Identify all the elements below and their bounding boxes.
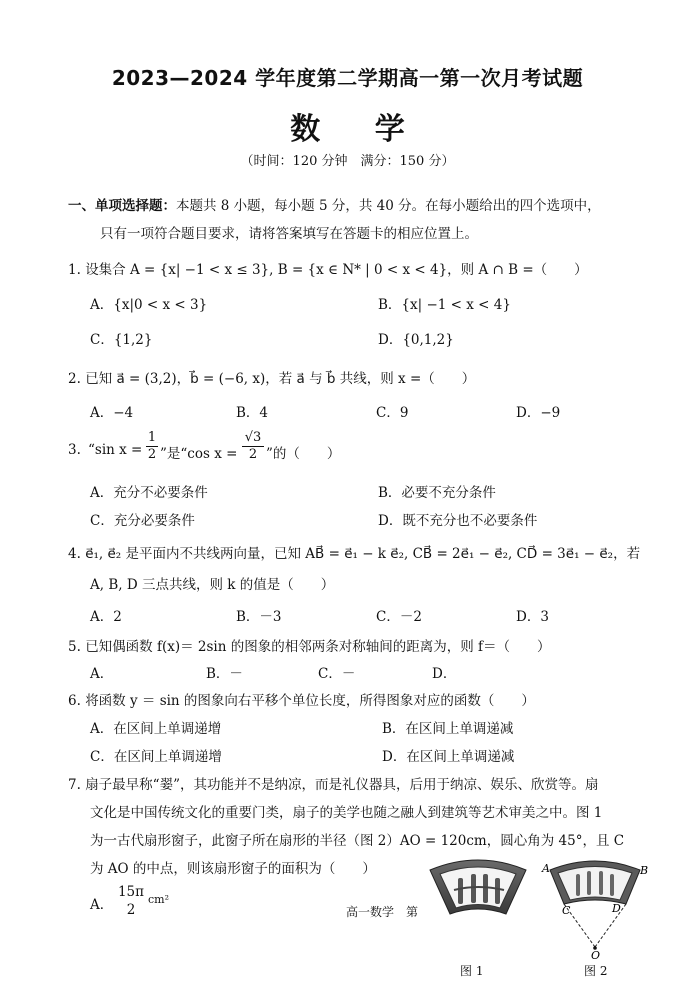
question-6 xyxy=(68,689,535,709)
fraction-1-denominator: 2 xyxy=(147,447,157,462)
question-7-line3: 为一古代扇形窗子，此窗子所在扇形的半径（图 2）AO = 120cm，圆心角为 45°，且 C xyxy=(90,833,625,849)
q1-option-a: A．{x|0 < x < 3} xyxy=(90,297,208,313)
radius-do-line xyxy=(595,904,626,947)
q4-option-b: B．－3 xyxy=(236,609,282,625)
q7-option-a xyxy=(90,883,190,923)
question-4-line2: A, B, D 三点共线，则 k 的值是（ ） xyxy=(90,577,335,593)
option-label: A． xyxy=(90,897,114,913)
q5-option-d: D． xyxy=(432,666,457,682)
figure-1-caption: 图 1 xyxy=(460,964,484,978)
q6-option-b: B．在区间上单调递减 xyxy=(382,721,514,737)
fraction-2-denominator: 2 xyxy=(248,447,258,462)
q1-option-b: B．{x| −1 < x < 4} xyxy=(378,297,511,313)
question-text: 设集合 A = {x| −1 < x ≤ 3}, B = {x ∈ N* | 0 < x < 4}，则 A ∩ B =（ ） xyxy=(85,262,588,278)
q3-option-b: B．必要不充分条件 xyxy=(378,485,496,501)
fraction-numerator: 15π xyxy=(117,884,145,900)
option-fraction xyxy=(116,883,146,919)
figure-1-window-image xyxy=(428,856,528,916)
question-number: 7. xyxy=(68,777,81,793)
question-text-b: ”是“cos x = xyxy=(160,446,238,462)
q5-option-a: A． xyxy=(90,666,114,682)
q4-option-d: D．3 xyxy=(516,609,549,625)
question-text: 已知 a⃗ = (3,2)，b⃗ = (−6, x)，若 a⃗ 与 b⃗ 共线，则 x =（ ） xyxy=(85,371,476,387)
label-o: O xyxy=(591,949,601,960)
question-7-line2: 文化是中国传统文化的重要门类，扇子的美学也随之融人到建筑等艺术审美之中。图 1 xyxy=(90,805,603,821)
exam-title: 2023—2024 学年度第二学期高一第一次月考试题 xyxy=(111,66,584,90)
question-number: 6. xyxy=(68,693,81,709)
question-text: 将函数 y ＝ sin 的图象向右平移个单位长度，所得图象对应的函数（ ） xyxy=(85,693,535,709)
question-2 xyxy=(68,367,475,387)
q5-option-b: B．－ xyxy=(206,666,243,682)
question-5 xyxy=(68,635,551,655)
figure-2-caption: 图 2 xyxy=(584,964,608,978)
question-number: 4. xyxy=(68,546,81,562)
question-number: 5. xyxy=(68,639,81,655)
fraction-1-numerator: 1 xyxy=(147,430,157,445)
question-7 xyxy=(68,773,599,793)
fraction-2-numerator: √3 xyxy=(242,430,264,447)
question-7-line4: 为 AO 的中点，则该扇形窗子的面积为（ ） xyxy=(90,861,376,877)
fraction-2 xyxy=(242,430,264,463)
question-4 xyxy=(68,542,640,562)
section-desc-line2: 只有一项符合题目要求，请将答案填写在答题卡的相应位置上。 xyxy=(100,226,478,242)
section-desc-line1: 本题共 8 小题，每小题 5 分，共 40 分。在每小题给出的四个选项中， xyxy=(176,198,601,214)
q2-option-c: C．9 xyxy=(376,405,409,421)
q3-option-a: A．充分不必要条件 xyxy=(90,485,208,501)
q1-option-d: D．{0,1,2} xyxy=(378,332,454,348)
question-number: 3. xyxy=(68,442,81,458)
question-text: e⃗₁, e⃗₂ 是平面内不共线两向量，已知 AB⃗ = e⃗₁ − k e⃗₂, CB⃗ = 2e⃗₁ − e⃗₂, CD⃗ = 3e⃗₁ − e⃗₂，若 xyxy=(85,546,641,562)
q2-option-a: A．−4 xyxy=(90,405,134,421)
q3-option-d: D．既不充分也不必要条件 xyxy=(378,513,538,529)
question-1 xyxy=(68,258,588,278)
question-text-c: ”的（ ） xyxy=(266,446,341,462)
fraction-denominator: 2 xyxy=(126,902,136,918)
q2-option-b: B．4 xyxy=(236,405,269,421)
page-footer: 高一数学 第 xyxy=(346,905,419,919)
subject-title: 数 学 xyxy=(290,112,427,147)
q6-option-d: D．在区间上单调递减 xyxy=(382,749,515,765)
question-text-a: “sin x = xyxy=(88,442,143,458)
time-info: （时间：120 分钟 满分：150 分） xyxy=(240,154,455,169)
label-d: D xyxy=(612,902,621,915)
question-text: 已知偶函数 f(x)＝ 2sin 的图象的相邻两条对称轴间的距离为，则 f＝（ ） xyxy=(85,639,551,655)
figure-2-sector-diagram xyxy=(540,852,650,960)
q1-option-c: C．{1,2} xyxy=(90,332,153,348)
q4-option-a: A．2 xyxy=(90,609,122,625)
q6-option-c: C．在区间上单调递增 xyxy=(90,749,222,765)
option-unit: cm² xyxy=(148,893,170,906)
label-b: B xyxy=(640,864,649,877)
label-c: C xyxy=(562,904,571,917)
q6-option-a: A．在区间上单调递增 xyxy=(90,721,222,737)
question-text: 扇子最早称“翣”，其功能并不是纳凉，而是礼仪器具，后用于纳凉、娱乐、欣赏等。扇 xyxy=(85,777,599,793)
q4-option-c: C．－2 xyxy=(376,609,422,625)
label-a: A xyxy=(542,862,550,875)
question-number: 1. xyxy=(68,262,81,278)
q2-option-d: D．−9 xyxy=(516,405,561,421)
q3-option-c: C．充分必要条件 xyxy=(90,513,195,529)
fraction-1 xyxy=(146,430,158,463)
question-number: 2. xyxy=(68,371,81,387)
section-title: 一、单项选择题： xyxy=(68,198,176,214)
q5-option-c: C．－ xyxy=(318,666,356,682)
section-heading xyxy=(68,194,601,214)
